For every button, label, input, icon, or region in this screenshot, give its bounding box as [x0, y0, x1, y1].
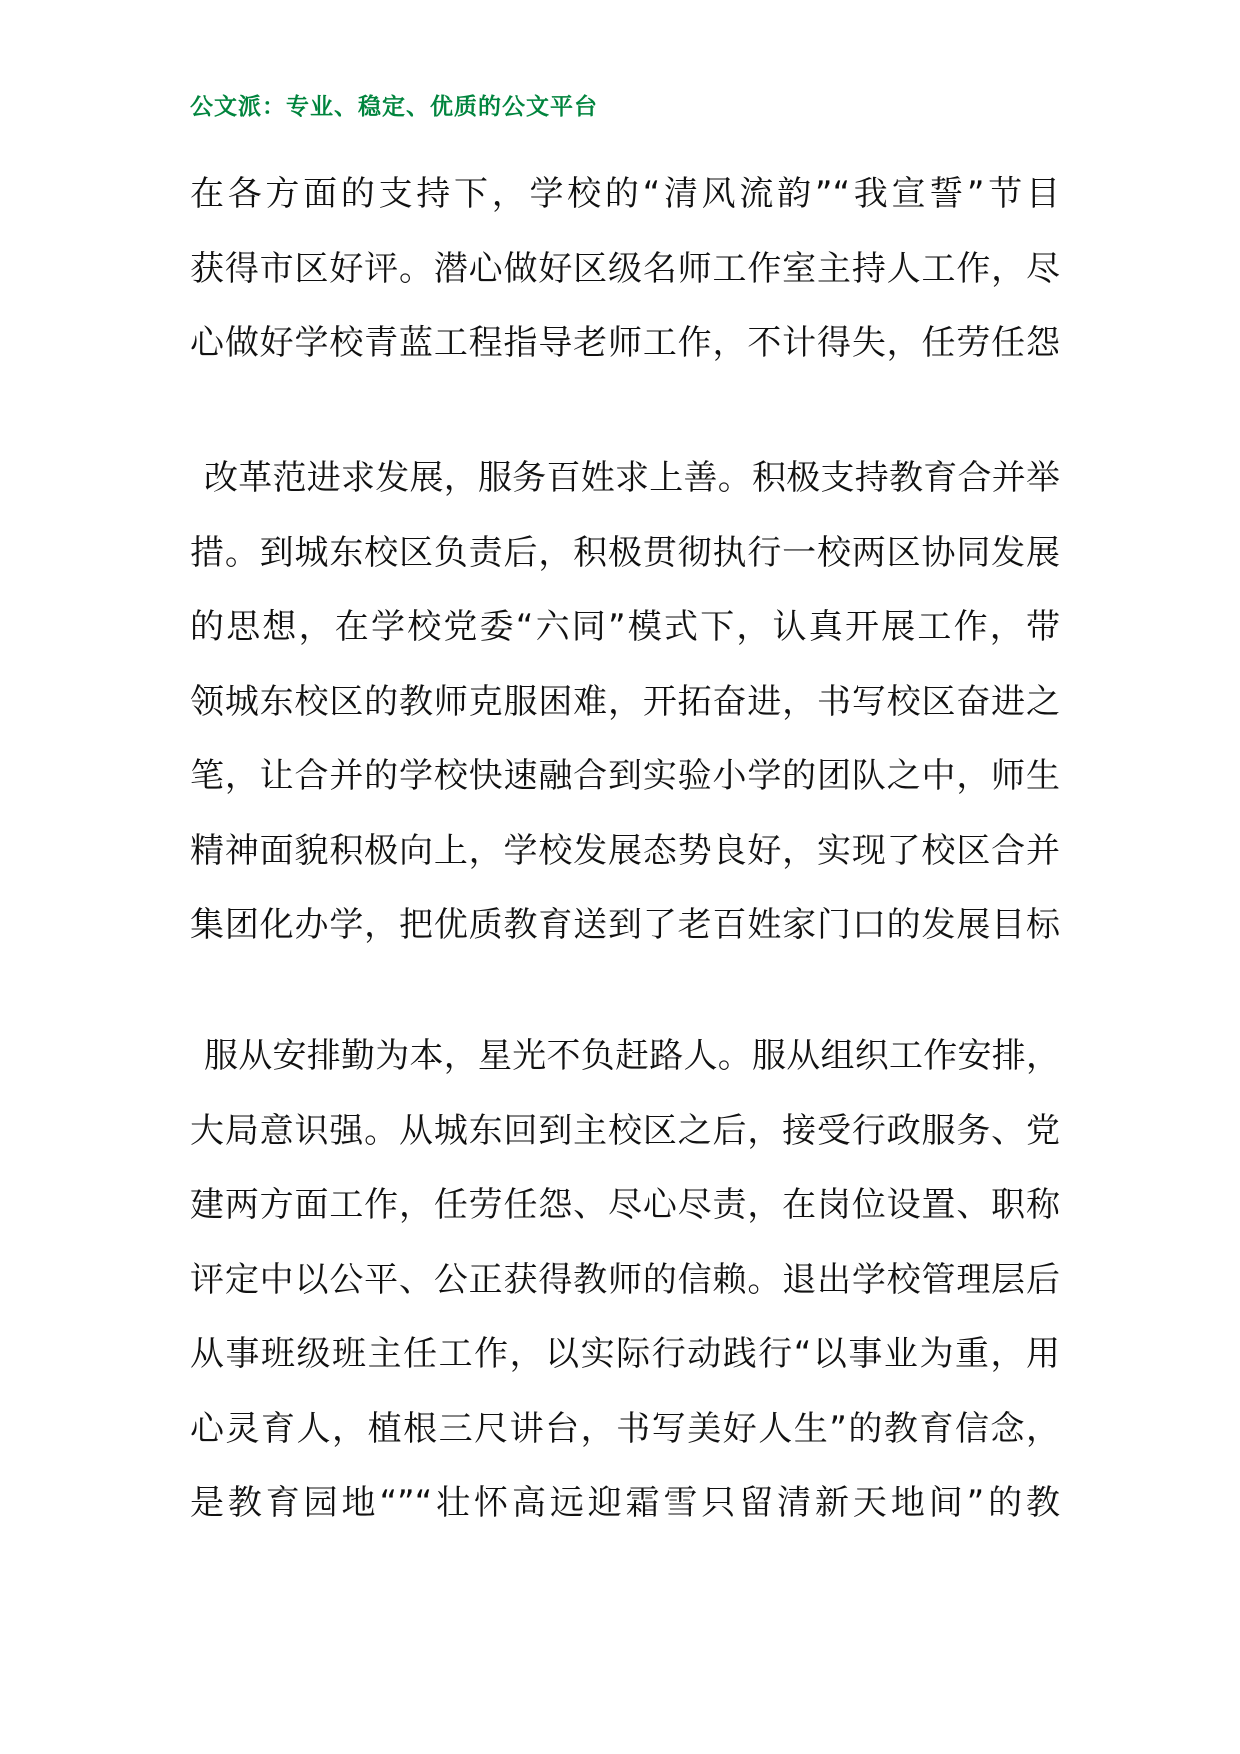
text-line: 是教育园地“”“壮怀高远迎霜雪只留清新天地间”的教 — [190, 1483, 1060, 1523]
paragraph-1 — [190, 157, 1060, 381]
text-line: 改革范进求发展，服务百姓求上善。积极支持教育合并举 — [204, 458, 1060, 498]
text-line: 大局意识强。从城东回到主校区之后，接受行政服务、党 — [190, 1110, 1060, 1151]
text-line: 心做好学校青蓝工程指导老师工作，不计得失，任劳任怨 — [190, 323, 1060, 363]
text-line: 服从安排勤为本，星光不负赶路人。服从组织工作安排， — [204, 1036, 1060, 1076]
text-line: 心灵育人，植根三尺讲台，书写美好人生”的教育信念， — [190, 1408, 1060, 1449]
text-line: 的思想，在学校党委“六同”模式下，认真开展工作，带 — [190, 607, 1060, 647]
text-line: 措。到城东校区负责后，积极贯彻执行一校两区协同发展 — [190, 532, 1060, 573]
text-line: 精神面貌积极向上，学校发展态势良好，实现了校区合并 — [190, 830, 1060, 871]
text-line: 领城东校区的教师克服困难，开拓奋进，书写校区奋进之 — [190, 681, 1060, 722]
text-line: 集团化办学，把优质教育送到了老百姓家门口的发展目标 — [190, 905, 1060, 945]
text-line: 获得市区好评。潜心做好区级名师工作室主持人工作，尽 — [190, 248, 1060, 289]
text-line: 从事班级班主任工作，以实际行动践行“以事业为重，用 — [190, 1334, 1060, 1374]
site-header-banner: 公文派：专业、稳定、优质的公文平台 — [190, 93, 598, 120]
text-line: 评定中以公平、公正获得教师的信赖。退出学校管理层后 — [190, 1259, 1060, 1300]
paragraph-2 — [190, 441, 1060, 963]
text-line: 建两方面工作，任劳任怨、尽心尽责，在岗位设置、职称 — [190, 1185, 1060, 1225]
text-line: 笔，让合并的学校快速融合到实验小学的团队之中，师生 — [190, 756, 1060, 796]
paragraph-3 — [190, 1019, 1060, 1541]
text-line: 在各方面的支持下，学校的“清风流韵”“我宣誓”节目 — [190, 174, 1060, 214]
